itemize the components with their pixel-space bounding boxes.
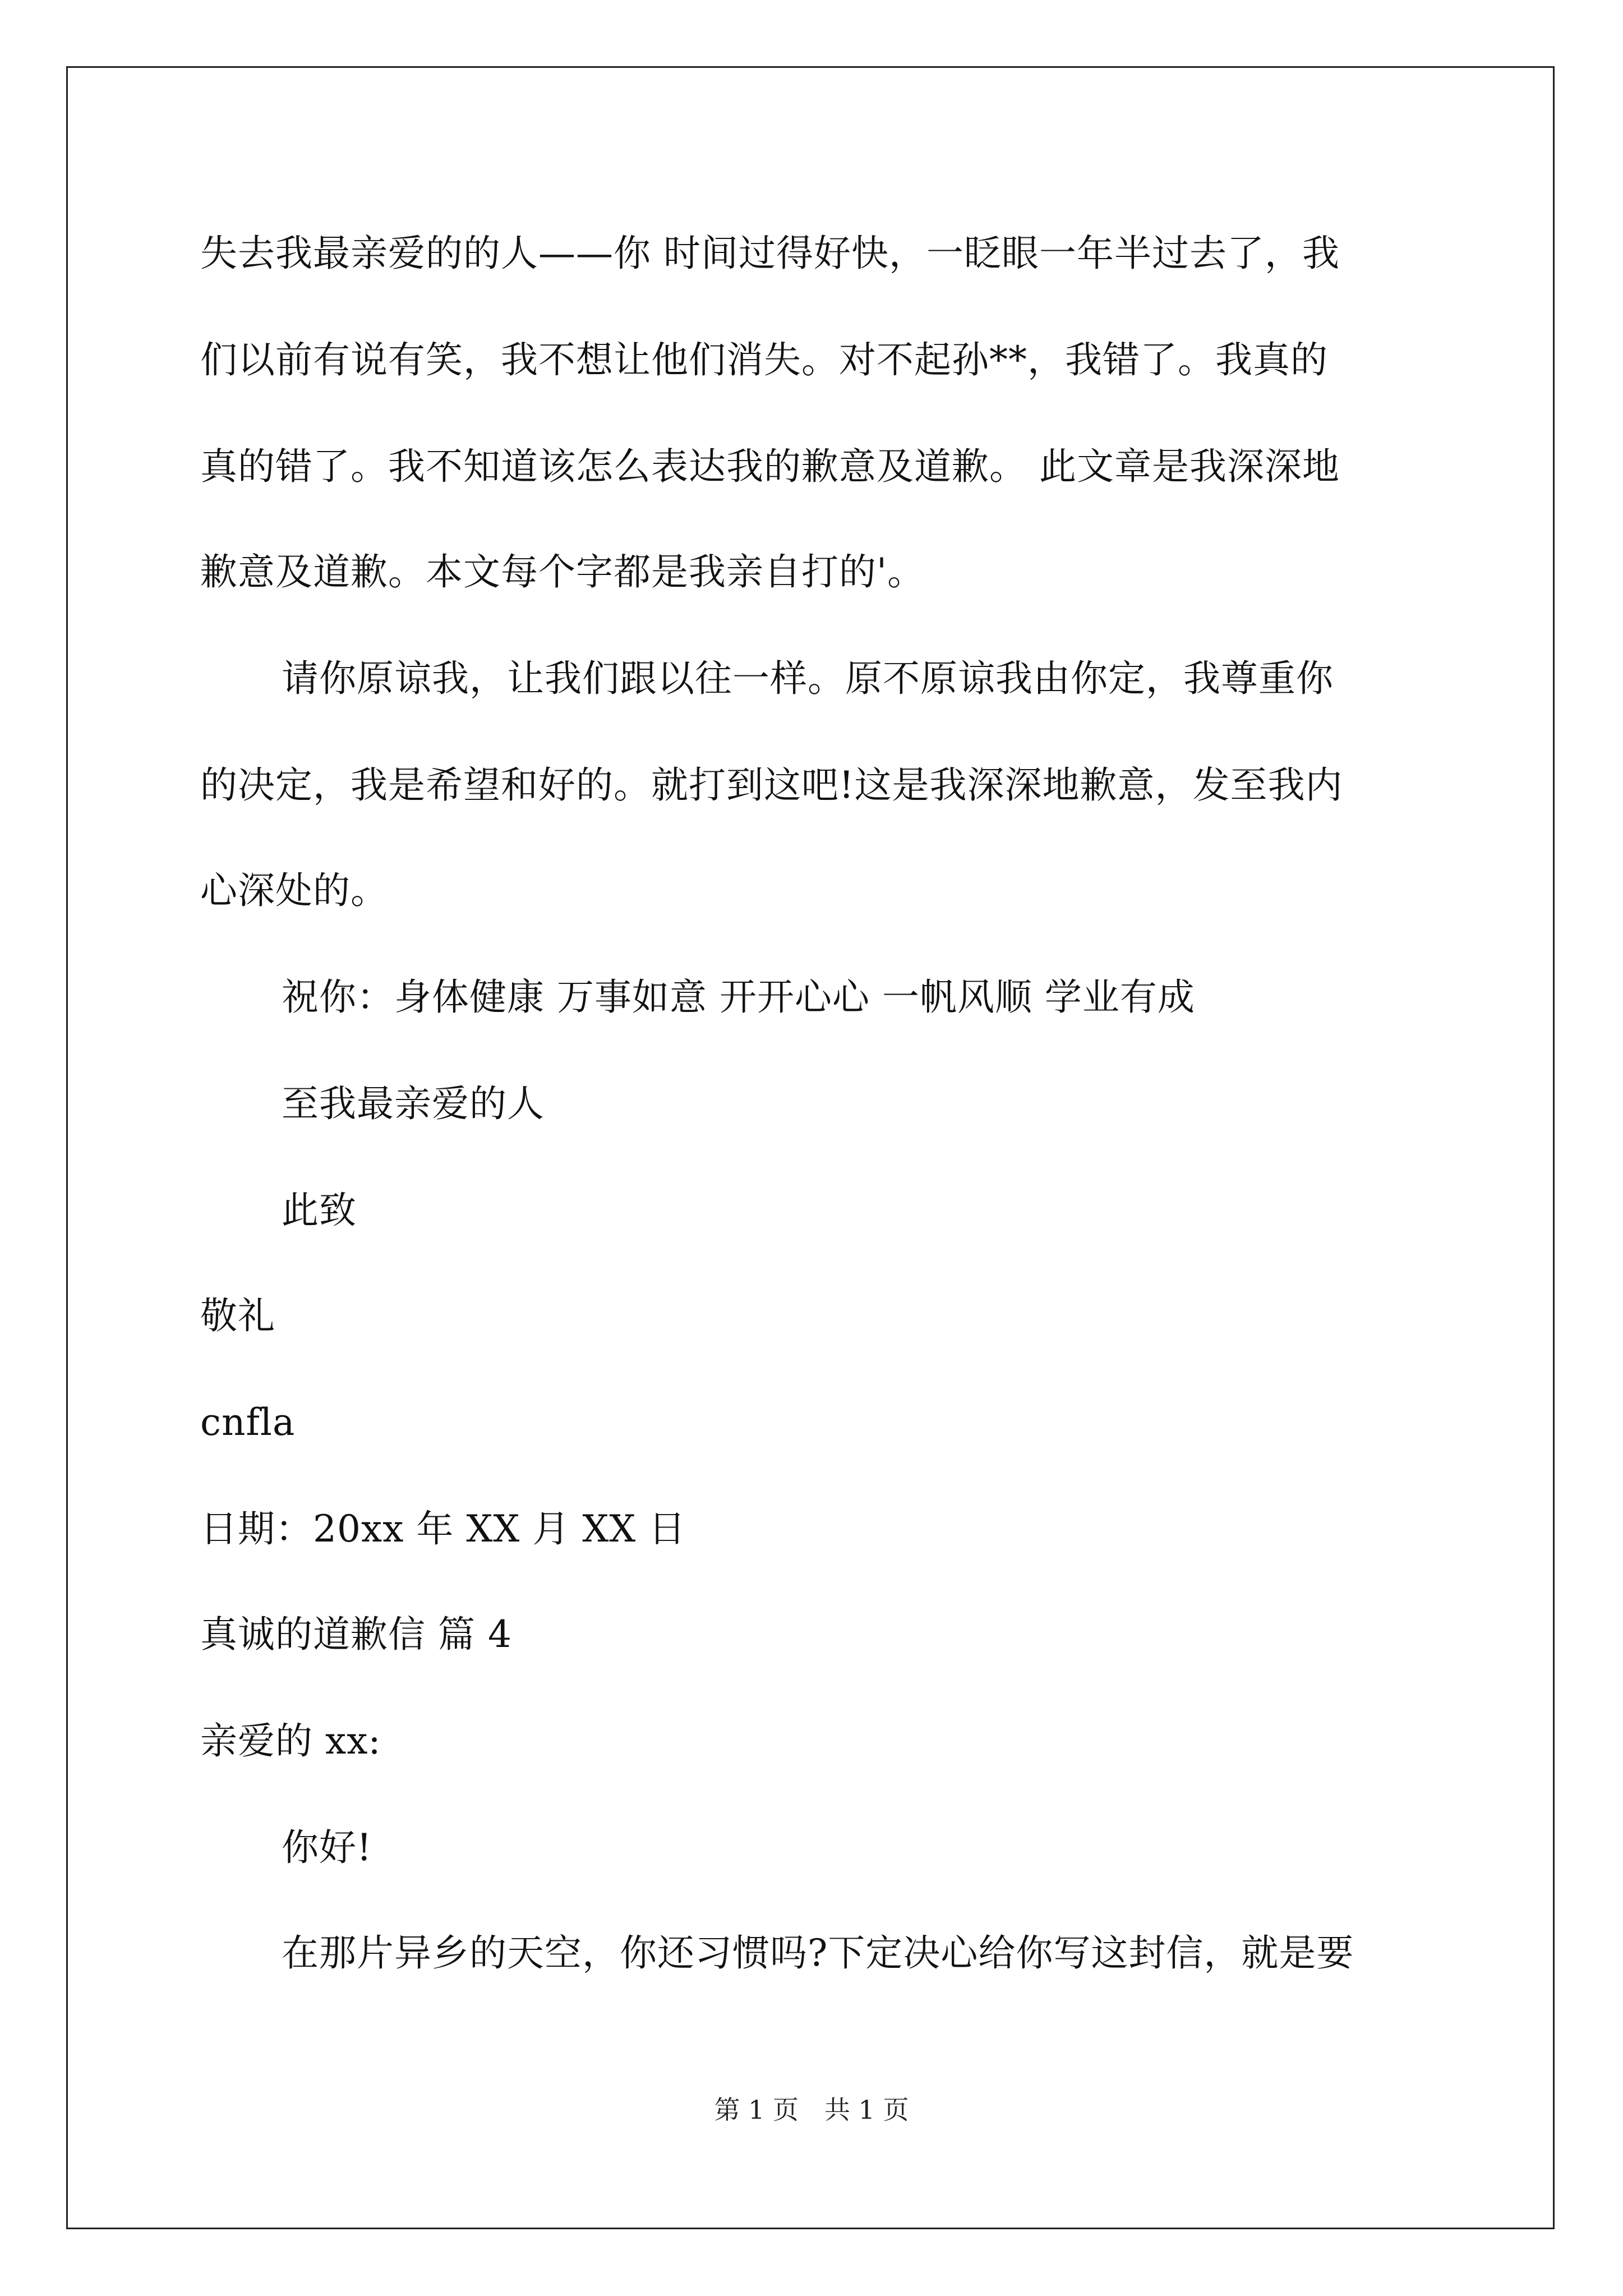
page-footer: 第 1 页 共 1 页 (714, 2095, 909, 2125)
text-line: 心深处的。 (200, 869, 388, 912)
wishes-line: 祝你：身体健康 万事如意 开开心心 一帆风顺 学业有成 (282, 976, 1195, 1019)
paragraph-start: 请你原谅我，让我们跟以往一样。原不原谅我由你定，我尊重你 (282, 657, 1334, 700)
date-line: 日期：20xx 年 XX 月 XX 日 (200, 1507, 686, 1550)
text-line: 歉意及道歉。本文每个字都是我亲自打的'。 (200, 550, 925, 593)
text-line: 们以前有说有笑，我不想让他们消失。对不起孙**，我错了。我真的 (200, 338, 1328, 381)
page-border (66, 66, 1555, 2229)
hello-line: 你好! (282, 1826, 372, 1869)
greeting-line: 亲爱的 xx: (200, 1719, 381, 1763)
text-line: 的决定，我是希望和好的。就打到这吧!这是我深深地歉意，发至我内 (200, 763, 1343, 807)
section-title: 真诚的道歉信 篇 4 (200, 1613, 512, 1656)
closing-line: 此致 (282, 1189, 357, 1232)
text-line: 失去我最亲爱的的人——你 时间过得好快，一眨眼一年半过去了，我 (200, 232, 1340, 275)
signature-line: cnfla (200, 1401, 296, 1444)
recipient-line: 至我最亲爱的人 (282, 1082, 545, 1125)
paragraph-start: 在那片异乡的天空，你还习惯吗?下定决心给你写这封信，就是要 (282, 1931, 1354, 1975)
text-line: 真的错了。我不知道该怎么表达我的歉意及道歉。 此文章是我深深地 (200, 445, 1340, 488)
salutation-line: 敬礼 (200, 1294, 275, 1337)
